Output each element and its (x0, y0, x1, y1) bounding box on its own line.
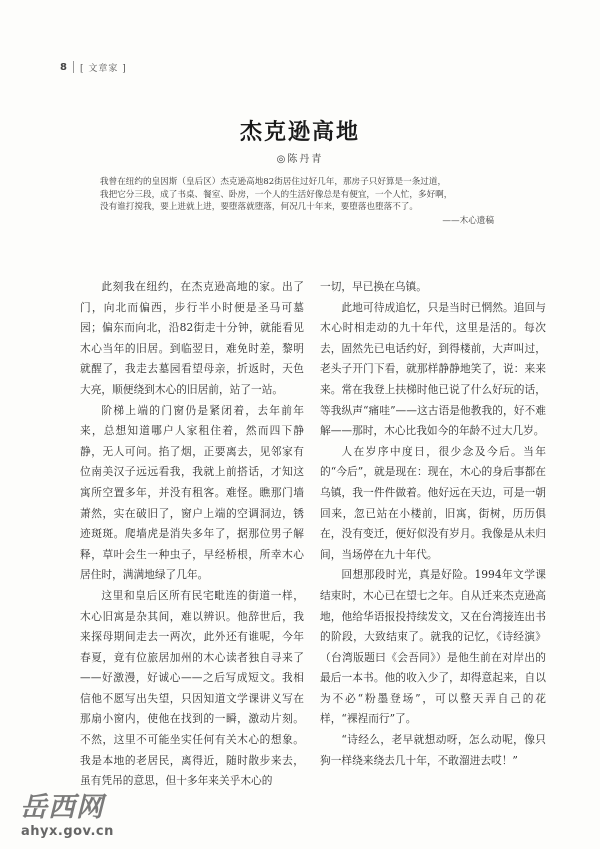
body-column-left (80, 277, 304, 792)
body-paragraph: 人在岁序中度日，很少念及今后。当年的“今后”，就是现在：现在，木心的身后事都在乌镇，我一件件做着。他好远在天边，可是一朝回来，忽已站在小楼前，旧寓，街树，历历俱在，没有变迁，便好似没有岁月。我像是从未归间，当场停在九十年代。 (320, 444, 546, 561)
epigraph-signature: ——木心遗稿 (442, 215, 494, 226)
epigraph-line: 没有谁打搅我，要上进就上进，要堕落就堕落，何况几十年来，要堕落也堕落不了。 (100, 202, 418, 213)
epigraph (100, 176, 500, 227)
watermark-logo-text: 岳西网 (20, 792, 104, 823)
body-paragraph: 此刻我在纽约，在杰克逊高地的家。出了门，向北而偏西，步行半小时便是圣马可墓园；偏东而向北，沿82街走十分钟，就能看见木心当年的旧居。到临翌日，难免时差，黎明就醒了，我走去墓园看望母亲，折返时，天色大亮，顺便绕到木心的旧居前，站了一站。 (80, 280, 304, 396)
article-author: ◎陈丹青 (276, 154, 324, 165)
epigraph-line: 我把它分三段，成了书桌、餐室、卧房，一个人的生活好像总是有便宜，一个人忙，多好啊， (100, 189, 453, 200)
body-paragraph: 阶梯上端的门窗仍是紧闭着，去年前年来，总想知道哪户人家租住着，然而四下静静，无人可问。掐了烟，正要离去，见邻家有位南美汉子远远看我，我就上前搭话，才知这寓所空置多年，并没有租客。难怪。瞧那门墙萧然，实在破旧了，窗户上端的空调洞边，锈迹斑斑。爬墙虎是消失多年了，据那位男子解释，草叶会生一种虫子，早经桥根，所幸木心居住时，满满地绿了几年。 (80, 403, 304, 582)
watermark-url: ahyx.gov.cn (21, 824, 114, 839)
body-paragraph: “诗经么，老早就想动呀，怎么动呢，像只狗一样绕来绕去几十年，不敢溜进去哎！” (320, 733, 546, 767)
article-title: 杰克逊高地 (239, 120, 360, 145)
section-label: [ 文章家 ] (79, 63, 127, 74)
epigraph-line: 我曾在纽约的皇因斯（皇后区）杰克逊高地82街居住过好几年，那房子只好算是一条过道， (100, 177, 447, 187)
body-paragraph: 回想那段时光，真是好险。1994年文学课结束时，木心已在望七之年。自从迁来杰克逊高地，他给华语报投持续发文，又在台湾接连出书的阶段，大致结束了。就我的记忆，《诗经演》（台湾版题曰《会吾同》）是他生前在对岸出的最后一本书。他的收入少了，却得意起来，自以为不必“粉墨登场”，可以整天弄自己的花样，“裸裎而行”了。 (320, 568, 546, 726)
page-number: 8 (60, 61, 67, 73)
running-header (60, 60, 127, 74)
site-watermark (18, 793, 208, 843)
header-divider (73, 61, 74, 73)
body-paragraph: 这里和皇后区所有民宅毗连的街道一样，木心旧寓是杂其间，难以辨识。他辞世后，我来探母期间走去一两次，此外还有谁呢，今年春夏，竟有位旅居加州的木心读者独自寻来了——好激漫，好诚心——之后写成短文。我相信他不愿写出失望，只因知道文学课讲义写在那扇小窗内，使他在找到的一瞬，激动片刻。不然，这里不可能坐实任何有关木心的想象。我是本地的老居民，离得近，随时散步来去，虽有凭吊的意思，但十多年来关乎木心的 (80, 588, 304, 788)
body-paragraph-continued: 一切，早已换在乌镇。 (320, 280, 427, 293)
body-column-right (320, 277, 546, 771)
body-paragraph: 此地可待成追忆，只是当时已惘然。追回与木心时相走动的九十年代，这里是活的。每次去，固然先已电话约好，到得楼前，大声叫过，老头子开门下看，就那样静静地笑了，说：来来来。常在我登上扶梯时他已说了什么好玩的话，等我纵声“痛哇”——这古语是他教我的，好不难解——那时，木心比我如今的年龄不过大几岁。 (320, 300, 546, 438)
